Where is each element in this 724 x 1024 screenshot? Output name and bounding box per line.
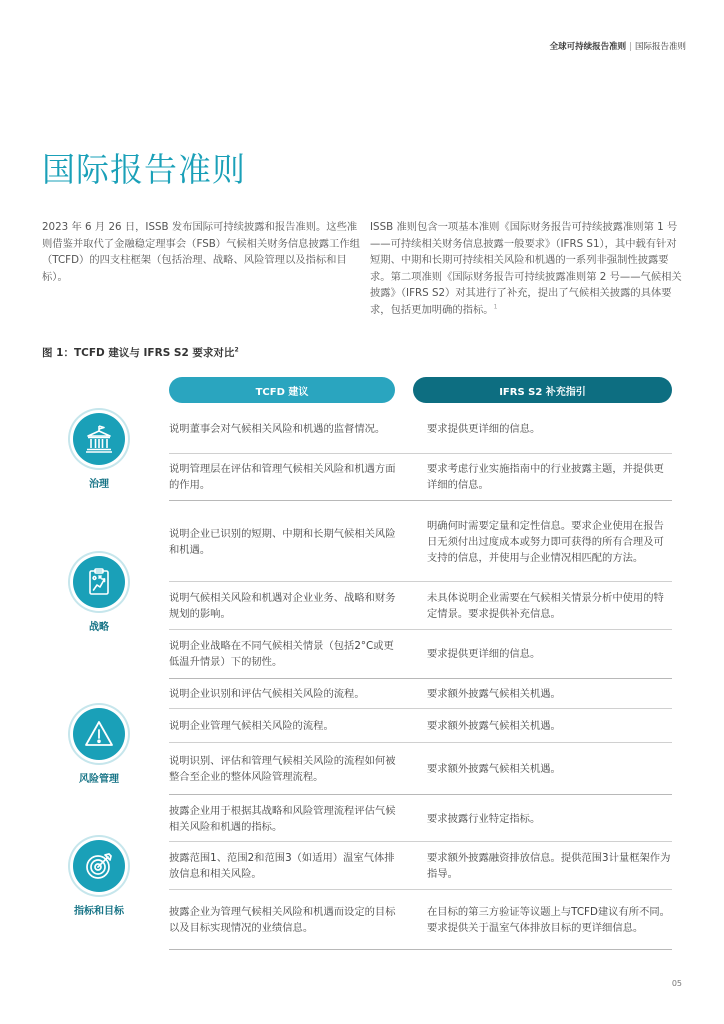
table-row: [169, 743, 672, 795]
category-strategy: [42, 556, 156, 633]
table-row: [169, 582, 672, 630]
intro-right-text: ISSB 准则包含一项基本准则《国际财务报告可持续披露准则第 1 号——可持续相关财务信息披露一般要求》（IFRS S1），其中载有针对短期、中期和长期可持续相关风险和机遇的一系列非强制性披露要求。第二项准则《国际财务报告可持续披露准则第 2 号——气候相关披露》（IFRS S2）对其进行了补充，提出了气候相关披露的具体要求，包括更加明确的指标。: [370, 221, 682, 316]
category-label: 风险管理: [79, 774, 119, 785]
category-risk-management: [42, 708, 156, 785]
tcfd-cell: 披露企业为管理气候相关风险和机遇而设定的目标以及目标实现情况的业绩信息。: [169, 905, 396, 934]
ifrs-cell: 要求披露行业特定指标。: [427, 813, 541, 825]
tcfd-cell: 披露范围1、范围2和范围3（如适用）温室气体排放信息和相关风险。: [169, 851, 395, 880]
table-row: [169, 890, 672, 950]
header-separator: |: [629, 42, 632, 52]
target-arrow-icon: [73, 840, 125, 892]
table-row: [169, 680, 672, 709]
page-title: 国际报告准则: [42, 150, 246, 189]
footnote-ref-1: 1: [493, 303, 498, 311]
table-row: [169, 797, 672, 842]
running-header: [550, 40, 686, 52]
tcfd-column-header: TCFD 建议: [169, 377, 395, 403]
tcfd-cell: 说明企业战略在不同气候相关情景（包括2°C或更低温升情景）下的韧性。: [169, 640, 394, 668]
ifrs-cell: 要求额外披露气候相关机遇。: [427, 762, 561, 775]
tcfd-cell: 说明识别、评估和管理气候相关风险的流程如何被整合至企业的整体风险管理流程。: [169, 754, 396, 783]
tcfd-cell: 说明企业管理气候相关风险的流程。: [169, 719, 334, 732]
category-metrics-targets: [42, 840, 156, 917]
table-row: [169, 405, 672, 454]
ifrs-cell: 要求提供更详细的信息。: [427, 423, 541, 435]
category-label: 战略: [89, 622, 109, 633]
page-number: 05: [671, 979, 682, 988]
ifrs-cell: 未具体说明企业需要在气候相关情景分析中使用的特定情景。要求提供补充信息。: [427, 591, 664, 620]
table-row: [169, 709, 672, 743]
table-row: [169, 630, 672, 679]
warning-triangle-icon: [73, 708, 125, 760]
figure-title: [42, 345, 239, 360]
ifrs-cell: 在目标的第三方验证等议题上与TCFD建议有所不同。要求提供关于温室气体排放目标的更详细信息。: [427, 905, 670, 934]
tcfd-cell: 说明董事会对气候相关风险和机遇的监督情况。: [169, 423, 386, 435]
tcfd-cell: 说明管理层在评估和管理气候相关风险和机遇方面的作用。: [169, 463, 396, 491]
ifrs-cell: 要求额外披露融资排放信息。提供范围3计量框架作为指导。: [427, 851, 671, 880]
table-row: [169, 454, 672, 501]
report-title: 全球可持续报告准则: [549, 42, 627, 52]
footnote-ref-2: 2: [234, 346, 239, 354]
ifrs-cell: 要求额外披露气候相关机遇。: [427, 719, 561, 732]
intro-left-paragraph: 2023 年 6 月 26 日，ISSB 发布国际可持续披露和报告准则。这些准则借鉴并取代了金融稳定理事会（FSB）气候相关财务信息披露工作组（TCFD）的四支柱框架（包括治理、战略、风险管理以及指标和目标）。: [42, 221, 360, 283]
tcfd-cell: 披露企业用于根据其战略和风险管理流程评估气候相关风险和机遇的指标。: [169, 805, 396, 833]
table-row: [169, 842, 672, 890]
intro-right-paragraph: [370, 219, 686, 319]
category-label: 指标和目标: [74, 906, 124, 917]
tcfd-cell: 说明企业识别和评估气候相关风险的流程。: [169, 688, 365, 700]
ifrs-cell: 要求考虑行业实施指南中的行业披露主题，并提供更详细的信息。: [427, 463, 664, 491]
tcfd-cell: 说明企业已识别的短期、中期和长期气候相关风险和机遇。: [169, 527, 396, 556]
figure-title-text: 图 1：TCFD 建议与 IFRS S2 要求对比: [42, 347, 235, 359]
ifrs-cell: 要求额外披露气候相关机遇。: [427, 688, 561, 700]
tcfd-cell: 说明气候相关风险和机遇对企业业务、战略和财务规划的影响。: [169, 591, 396, 620]
section-name: 国际报告准则: [634, 42, 686, 52]
ifrs-cell: 要求提供更详细的信息。: [427, 648, 541, 660]
strategy-clipboard-icon: [73, 556, 125, 608]
ifrs-column-header: IFRS S2 补充指引: [413, 377, 672, 403]
category-governance: [42, 413, 156, 490]
ifrs-cell: 明确何时需要定量和定性信息。要求企业使用在报告日无须付出过度成本或努力即可获得的所有合理及可支持的信息，并使用与企业情况相匹配的方法。: [427, 519, 664, 564]
government-building-icon: [73, 413, 125, 465]
category-label: 治理: [89, 479, 109, 490]
table-row: [169, 502, 672, 582]
